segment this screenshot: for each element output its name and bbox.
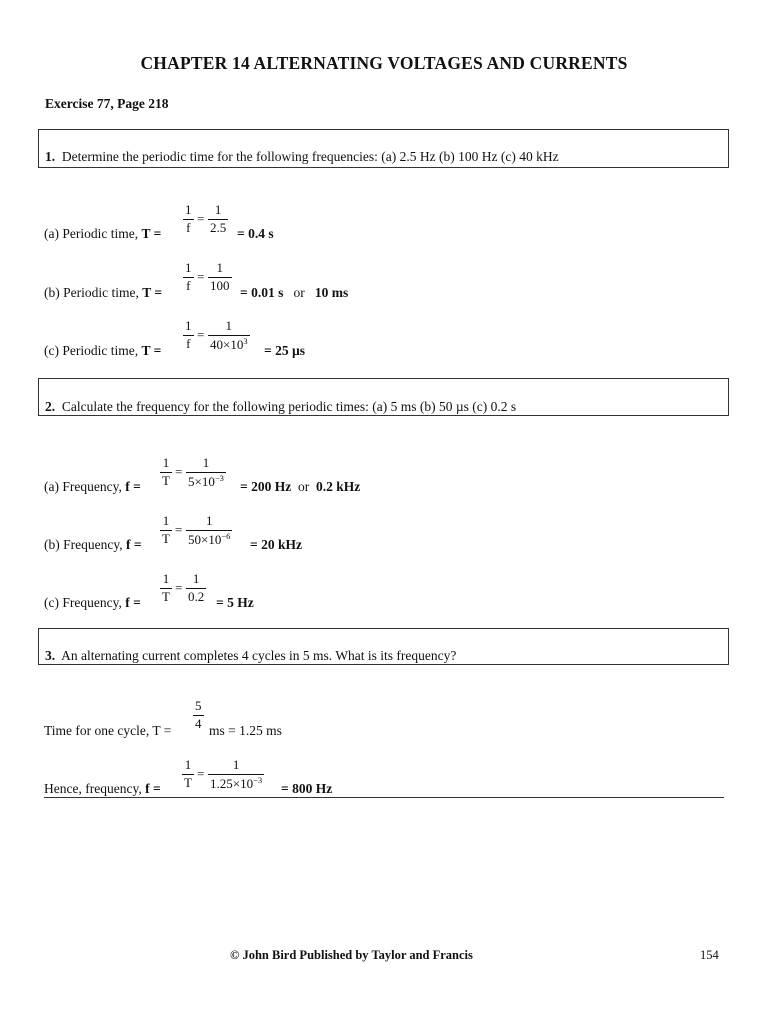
q1-c-result: = 25 µs: [264, 343, 305, 358]
fraction-numerator: 1: [162, 455, 170, 470]
q1-b-result: = 0.01 s: [240, 285, 284, 300]
q2-b-symbol: f =: [125, 537, 142, 552]
q2-a-result: = 200 Hz: [240, 479, 292, 494]
q1-b-symbol: T =: [142, 285, 163, 300]
q1-c-equals: =: [197, 327, 205, 342]
q2-b-line: [44, 537, 142, 553]
fraction-denominator: $40\times 10^3$: [210, 336, 248, 352]
q1-b-or: or: [293, 285, 305, 300]
q3-result: = 800 Hz: [281, 781, 333, 796]
divider-rule: [44, 797, 724, 798]
question-3-text: [45, 648, 456, 664]
q1-a-frac-1-over-f: [183, 202, 194, 236]
q2-c-label: (c) Frequency,: [44, 595, 126, 610]
fraction-numerator: 1: [216, 260, 223, 275]
q2-c-symbol: f =: [125, 595, 141, 610]
q1-a-equals: =: [197, 211, 205, 226]
q1-a-symbol: T =: [141, 226, 162, 241]
q3-time-frac: [193, 698, 204, 732]
q1-a-label: (a) Periodic time,: [44, 226, 142, 241]
q2-b-frac-1-over-T: [160, 513, 172, 547]
q2-b-frac-value: [186, 513, 232, 548]
fraction-numerator: 1: [185, 260, 192, 275]
footer-copyright: © John Bird Published by Taylor and Francis: [230, 948, 473, 962]
fraction-denominator: $5\times 10^{-3}$: [188, 473, 224, 489]
fraction-denominator: 2.5: [210, 220, 227, 235]
q2-b-result: = 20 kHz: [250, 537, 302, 552]
question-1-text: [45, 149, 559, 165]
q2-a-result-line: [240, 479, 360, 495]
fraction-denominator: $1.25\times 10^{-3}$: [210, 775, 263, 791]
q1-a-line: [44, 226, 161, 242]
q1-a-result: = 0.4 s: [237, 226, 274, 241]
q2-c-frac-1-over-T: [160, 571, 172, 605]
q1-b-frac-value: [208, 260, 232, 294]
fraction-numerator: 1: [184, 757, 192, 772]
q3-symbol: f =: [145, 781, 161, 796]
fraction-numerator: 5: [195, 698, 202, 713]
q1-b-equals: =: [197, 269, 205, 284]
fraction-numerator: 1: [162, 571, 170, 586]
fraction-denominator: f: [186, 278, 191, 293]
q2-c-line: [44, 595, 141, 611]
q3-time-label: Time for one cycle, T =: [44, 723, 172, 738]
fraction-numerator: 1: [192, 571, 200, 586]
q2-a-symbol: f =: [125, 479, 141, 494]
fraction-denominator: f: [186, 220, 191, 235]
fraction-numerator: 1: [202, 455, 210, 470]
q2-c-frac-value: [186, 571, 206, 605]
fraction-denominator: f: [186, 336, 191, 351]
exercise-heading: Exercise 77, Page 218: [45, 96, 169, 111]
fraction-numerator: 1: [232, 757, 240, 772]
q1-c-label: (c) Periodic time,: [44, 343, 142, 358]
question-1-box: [38, 129, 729, 168]
q1-a-frac-value: [208, 202, 228, 236]
q2-a-line: [44, 479, 141, 495]
q3-hence-line: [44, 781, 161, 797]
q3-frac-1-over-T: [182, 757, 194, 791]
fraction-numerator: 1: [185, 202, 192, 217]
fraction-denominator: T: [184, 775, 192, 790]
question-2-box: [38, 378, 729, 416]
question-3-number: 3.: [45, 648, 56, 663]
q3-hence-label: Hence, frequency,: [44, 781, 146, 796]
q2-c-equals: =: [175, 580, 183, 595]
q3-equals: =: [197, 766, 205, 781]
question-3-box: [38, 628, 729, 665]
q2-a-label: (a) Frequency,: [44, 479, 126, 494]
q2-a-frac-value: [186, 455, 226, 490]
question-1-number: 1.: [45, 149, 56, 164]
fraction-denominator: 4: [195, 716, 202, 731]
q3-time-rest: ms = 1.25 ms: [209, 723, 282, 738]
fraction-denominator: $50\times 10^{-6}$: [188, 531, 231, 547]
question-3-prompt: An alternating current completes 4 cycles in 5 ms. What is its frequency?: [61, 648, 457, 663]
fraction-denominator: 0.2: [188, 589, 205, 604]
question-2-prompt: Calculate the frequency for the following periodic times: (a) 5 ms (b) 50 µs (c) 0.2 s: [61, 399, 517, 414]
q3-frac-value: [208, 757, 264, 792]
q1-b-alt: 10 ms: [314, 285, 349, 300]
q2-c-result: = 5 Hz: [216, 595, 254, 610]
fraction-numerator: 1: [205, 513, 213, 528]
q1-c-symbol: T =: [141, 343, 162, 358]
q1-b-line: [44, 285, 162, 301]
q1-b-result-line: [240, 285, 348, 301]
page-number: 154: [700, 948, 719, 962]
fraction-numerator: 1: [214, 202, 222, 217]
q1-c-frac-1-over-f: [183, 318, 194, 352]
page-title: CHAPTER 14 ALTERNATING VOLTAGES AND CURRENTS: [140, 53, 628, 73]
fraction-denominator: 100: [210, 278, 230, 293]
q2-a-equals: =: [175, 464, 183, 479]
q1-c-line: [44, 343, 161, 359]
question-2-text: [45, 399, 516, 415]
q2-a-frac-1-over-T: [160, 455, 172, 489]
fraction-denominator: T: [162, 531, 170, 546]
question-2-number: 2.: [45, 399, 56, 414]
fraction-denominator: T: [162, 589, 170, 604]
q1-b-frac-1-over-f: [183, 260, 194, 294]
q2-b-equals: =: [175, 522, 183, 537]
q2-a-or: or: [297, 479, 310, 494]
question-1-prompt: Determine the periodic time for the following frequencies: (a) 2.5 Hz (b) 100 Hz (c) 40 kHz: [61, 149, 559, 164]
q2-a-alt: 0.2 kHz: [315, 479, 361, 494]
fraction-denominator: T: [162, 473, 170, 488]
q1-b-label: (b) Periodic time,: [44, 285, 143, 300]
fraction-numerator: 1: [225, 318, 233, 333]
fraction-numerator: 1: [162, 513, 170, 528]
q2-b-label: (b) Frequency,: [44, 537, 126, 552]
q1-c-frac-value: [208, 318, 250, 353]
fraction-numerator: 1: [185, 318, 192, 333]
